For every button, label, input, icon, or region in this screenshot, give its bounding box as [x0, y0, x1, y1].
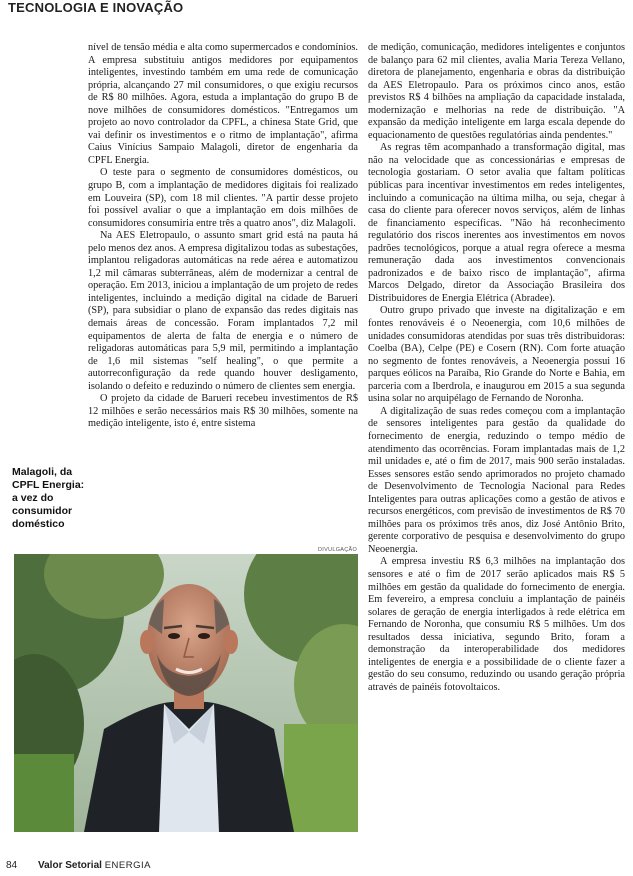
publication-name [38, 860, 151, 871]
article-column-3 [368, 42, 625, 694]
paragraph: O projeto da cidade de Barueri recebeu investimentos de R$ 12 milhões e serão necessários mais R$ 30 milhões, somente na medição inteligente, isto é, entre sistema [88, 393, 358, 430]
paragraph: A digitalização de suas redes começou com a implantação de sensores inteligentes para gestão da qualidade do fornecimento de energia, reduzindo o tempo médio de atendimento das ocorrências. Foram implantadas mais de 1,2 mil unidades e, até o fim de 2017, mais 900 serão instaladas. Esses sensores estão sendo aprimorados no projeto chamado de Desenvolvimento de Tecnologia Nacional para Redes Inteligentes para outras aplicações como a gestão de ativos e recursos energéticos, com previsão de investimentos de R$ 70 milhões para os próximos três anos, diz José Antônio Brito, gerente corporativo de pesquisa e desenvolvimento do grupo Neoenergia. [368, 405, 625, 555]
page-number: 84 [6, 860, 18, 871]
section-header: TECNOLOGIA E INOVAÇÃO [8, 0, 184, 15]
portrait-photo [14, 554, 358, 832]
paragraph: A empresa investiu R$ 6,3 milhões na implantação dos sensores e até o fim de 2017 serão aplicados mais R$ 5 milhões em gestão da qualidade do fornecimento de energia. Em fevereiro, a empresa concluiu a implantação de painéis solares de geração de energia interligados à rede elétrica em Fernando de Noronha, que consumiu R$ 5 milhões. Um dos resultados dessa iniciativa, segundo Brito, foram a demonstração da interoperabilidade dos medidores inteligentes de energia e a possibilidade de o cliente fazer a gestão do seu consumo, reduzindo ou usando geração própria através de painéis fotovoltaicos. [368, 556, 625, 693]
paragraph: de medição, comunicação, medidores inteligentes e conjuntos de balanço para 62 mil clientes, avalia Maria Tereza Vellano, diretora de planejamento, engenharia e obras da distribuição da AES Eletropaulo. Para os próximos cinco anos, estão previstos R$ 4 bilhões na ampliação da capacidade instalada, modernização e melhorias na rede de distribuição. "A expansão da medição inteligente em larga escala depende do equacionamento de questões regulatórias ainda pendentes." [368, 42, 625, 141]
page-footer [0, 858, 633, 876]
paragraph: O teste para o segmento de consumidores domésticos, ou grupo B, com a implantação de medidores digitais foi realizado em Louveira (SP), com 18 mil clientes. "A partir desse projeto foi possível avaliar o que a implantação em dois milhões de consumidores consumiria entre três a quatro anos", diz Malagoli. [88, 167, 358, 229]
photo-credit: DIVULGAÇÃO [318, 547, 358, 553]
paragraph: As regras têm acompanhado a transformação digital, mas não na velocidade que as concessionárias e empresas de tecnologia gostariam. O setor avalia que faltam políticas públicas para incentivar investimentos em redes inteligentes, incluindo a comunicação na última milha, ou seja, chegar à casa do cliente para oferecer novos serviços, além de linhas de financiamento específicas. "Não há reconhecimento regulatório dos riscos inerentes aos investimentos em novos padrões tecnológicos, porque a atual regra oferece a mesma remuneração dada aos investimentos convencionais padronizados e de baixo risco de implantação", afirma Marcos Delgado, diretor da Associação Brasileira dos Distribuidores de Energia Elétrica (Abradee). [368, 142, 625, 304]
paragraph: nível de tensão média e alta como supermercados e condomínios. A empresa substituiu antigos medidores por equipamentos inteligentes, investindo também em uma rede de comunicação própria, alcançando 27 mil consumidores, o que exigiu recursos de R$ 80 milhões. Agora, estuda a implantação do grupo B de nove milhões de consumidores domésticos. "Entregamos um projeto ao novo controlador da CPFL, a chinesa State Grid, que vai definir os investimentos e o ritmo de implantação", afirma Caius Vinícius Sampaio Malagoli, diretor de engenharia da CPFL Energia. [88, 42, 358, 166]
photo-caption: Malagoli, da CPFL Energia: a vez do consumidor doméstico [12, 466, 85, 530]
paragraph: Na AES Eletropaulo, o assunto smart grid está na pauta há pelo menos dez anos. A empresa digitalizou todas as subestações, implantou religadoras automáticas na rede aérea e automatizou 1,2 mil câmaras subterrâneas, além de modernizar a central de operação. Em 2013, iniciou a implantação de um projeto de redes inteligentes, incluindo a medição digital na cidade de Barueri (SP), para subsidiar o plano de expansão das redes digitais nas demais áreas de concessão. Foram implantados 7,2 mil equipamentos de alerta de falta de energia e o número de religadoras automáticas para 5,9 mil, permitindo a implantação de 1,6 mil sistemas "self healing", o que permite a autorreconfiguração da rede quando houver desligamento, isolando o defeito e reduzindo o número de clientes sem energia. [88, 230, 358, 392]
publication-rest: ENERGIA [104, 860, 151, 871]
paragraph: Outro grupo privado que investe na digitalização e em fontes renováveis é o Neoenergia, com 10,6 milhões de unidades consumidoras atendidas por suas três distribuidoras: Coelba (BA), Celpe (PE) e Cosern (RN). Com forte atuação no segmento de fontes renováveis, a Neoenergia possui 16 parques eólicos na Paraíba, Rio Grande do Norte e Bahia, em parceria com a Iberdrola, e inaugurou em 2015 a sua segunda usina solar no arquipélago de Fernando de Noronha. [368, 305, 625, 405]
portrait-illustration [14, 554, 358, 832]
article-column-2 [88, 42, 358, 431]
publication-bold: Valor Setorial [38, 860, 102, 871]
